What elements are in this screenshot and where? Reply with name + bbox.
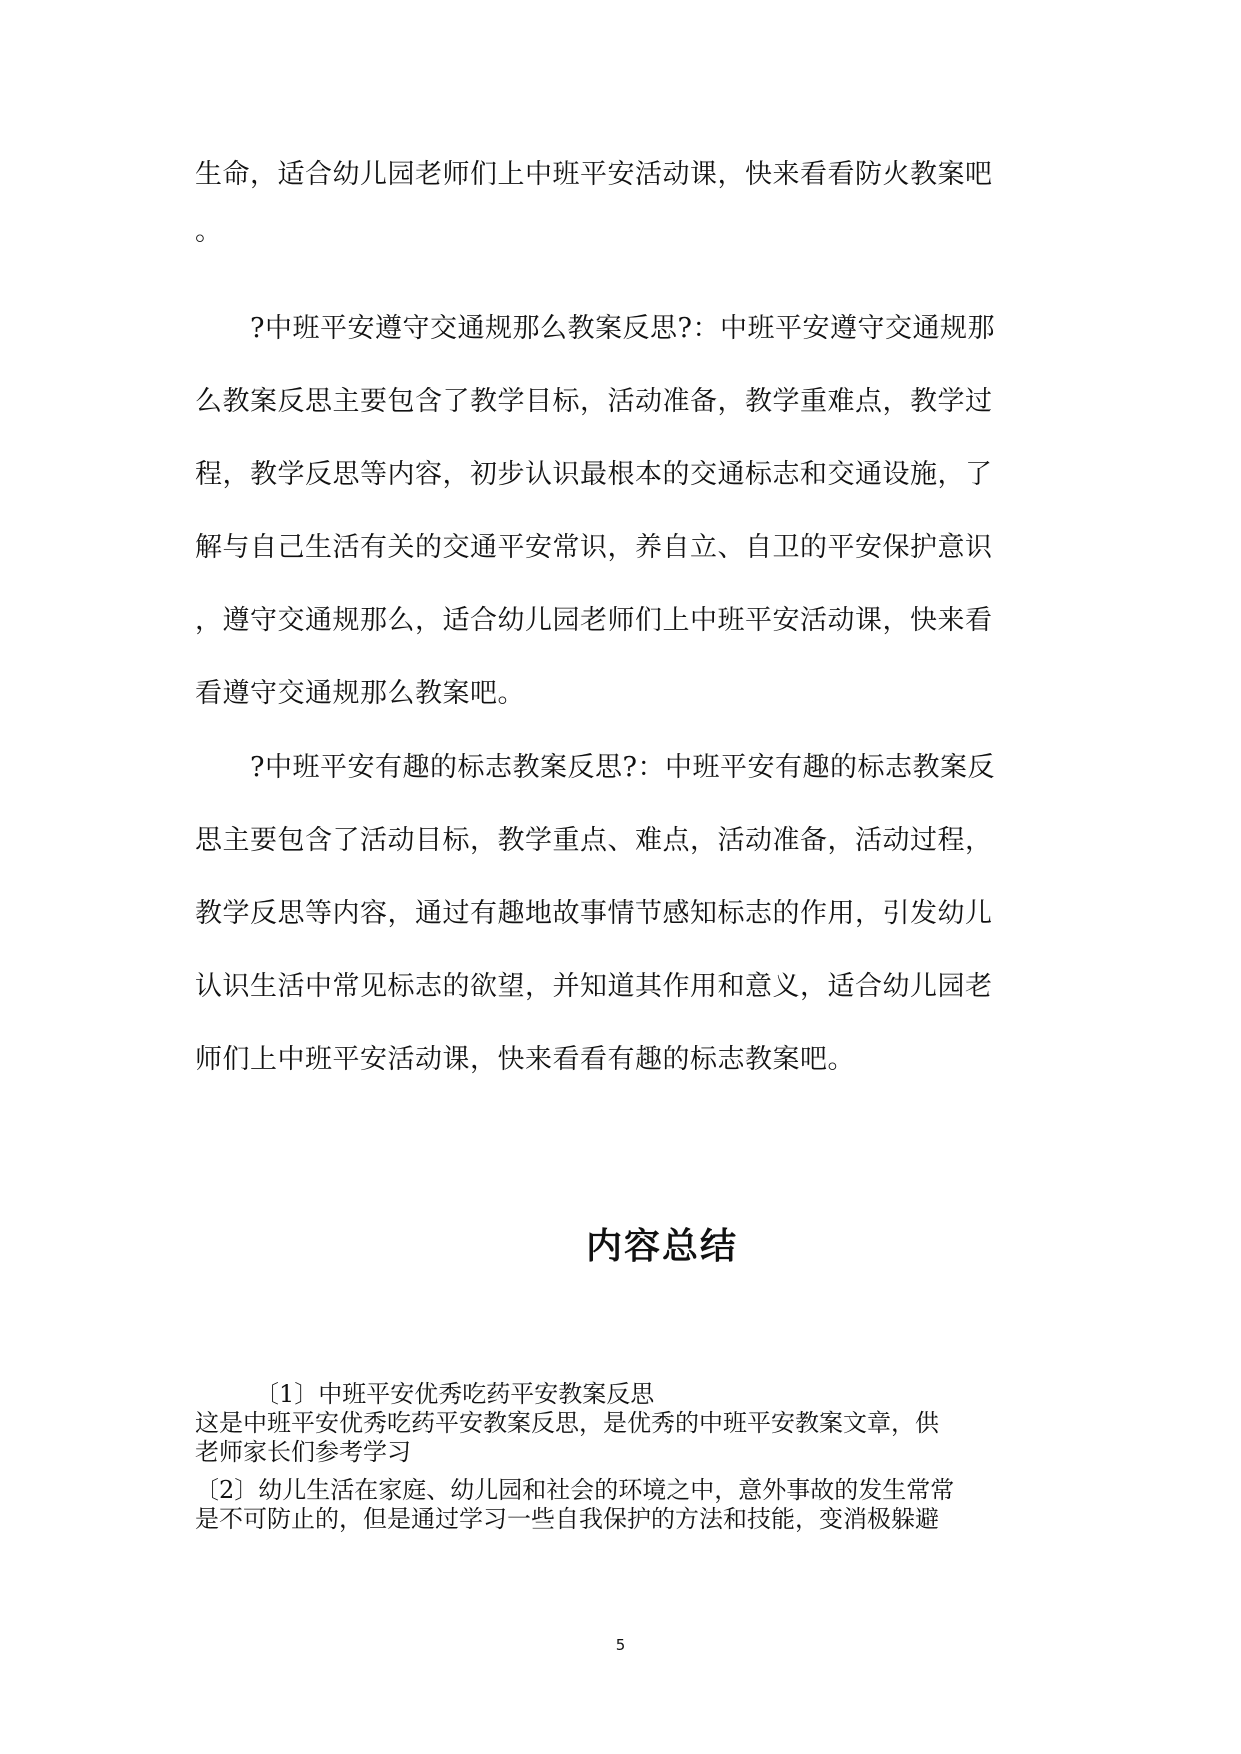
text-line: 看遵守交通规那么教案吧。 — [195, 678, 525, 709]
text-line: 思主要包含了活动目标，教学重点、难点，活动准备，活动过程， — [195, 825, 993, 856]
text-line: 程，教学反思等内容，初步认识最根本的交通标志和交通设施，了 — [195, 459, 993, 490]
summary-line: 老师家长们参考学习 — [195, 1438, 411, 1466]
text-line: 。 — [195, 216, 223, 247]
text-line: ?中班平安有趣的标志教案反思?：中班平安有趣的标志教案反 — [250, 752, 995, 783]
text-line: 解与自己生活有关的交通平安常识，养自立、自卫的平安保护意识 — [195, 532, 993, 563]
summary-line: 〔1〕中班平安优秀吃药平安教案反思 — [255, 1380, 655, 1408]
summary-line: 是不可防止的，但是通过学习一些自我保护的方法和技能，变消极躲避 — [195, 1505, 939, 1533]
text-line: ?中班平安遵守交通规那么教案反思?：中班平安遵守交通规那 — [250, 313, 995, 344]
text-line: ，遵守交通规那么，适合幼儿园老师们上中班平安活动课，快来看 — [195, 605, 993, 636]
text-line: 师们上中班平安活动课，快来看看有趣的标志教案吧。 — [195, 1044, 855, 1075]
text-line: 么教案反思主要包含了教学目标，活动准备，教学重难点，教学过 — [195, 386, 993, 417]
summary-line: 这是中班平安优秀吃药平安教案反思，是优秀的中班平安教案文章，供 — [195, 1409, 939, 1437]
text-line: 教学反思等内容，通过有趣地故事情节感知标志的作用，引发幼儿 — [195, 898, 993, 929]
summary-line: 〔2〕幼儿生活在家庭、幼儿园和社会的环境之中，意外事故的发生常常 — [195, 1476, 955, 1504]
text-line: 生命，适合幼儿园老师们上中班平安活动课，快来看看防火教案吧 — [195, 159, 993, 190]
summary-title: 内容总结 — [585, 1226, 738, 1267]
text-line: 认识生活中常见标志的欲望，并知道其作用和意义，适合幼儿园老 — [195, 971, 993, 1002]
page-number: 5 — [615, 1636, 626, 1654]
